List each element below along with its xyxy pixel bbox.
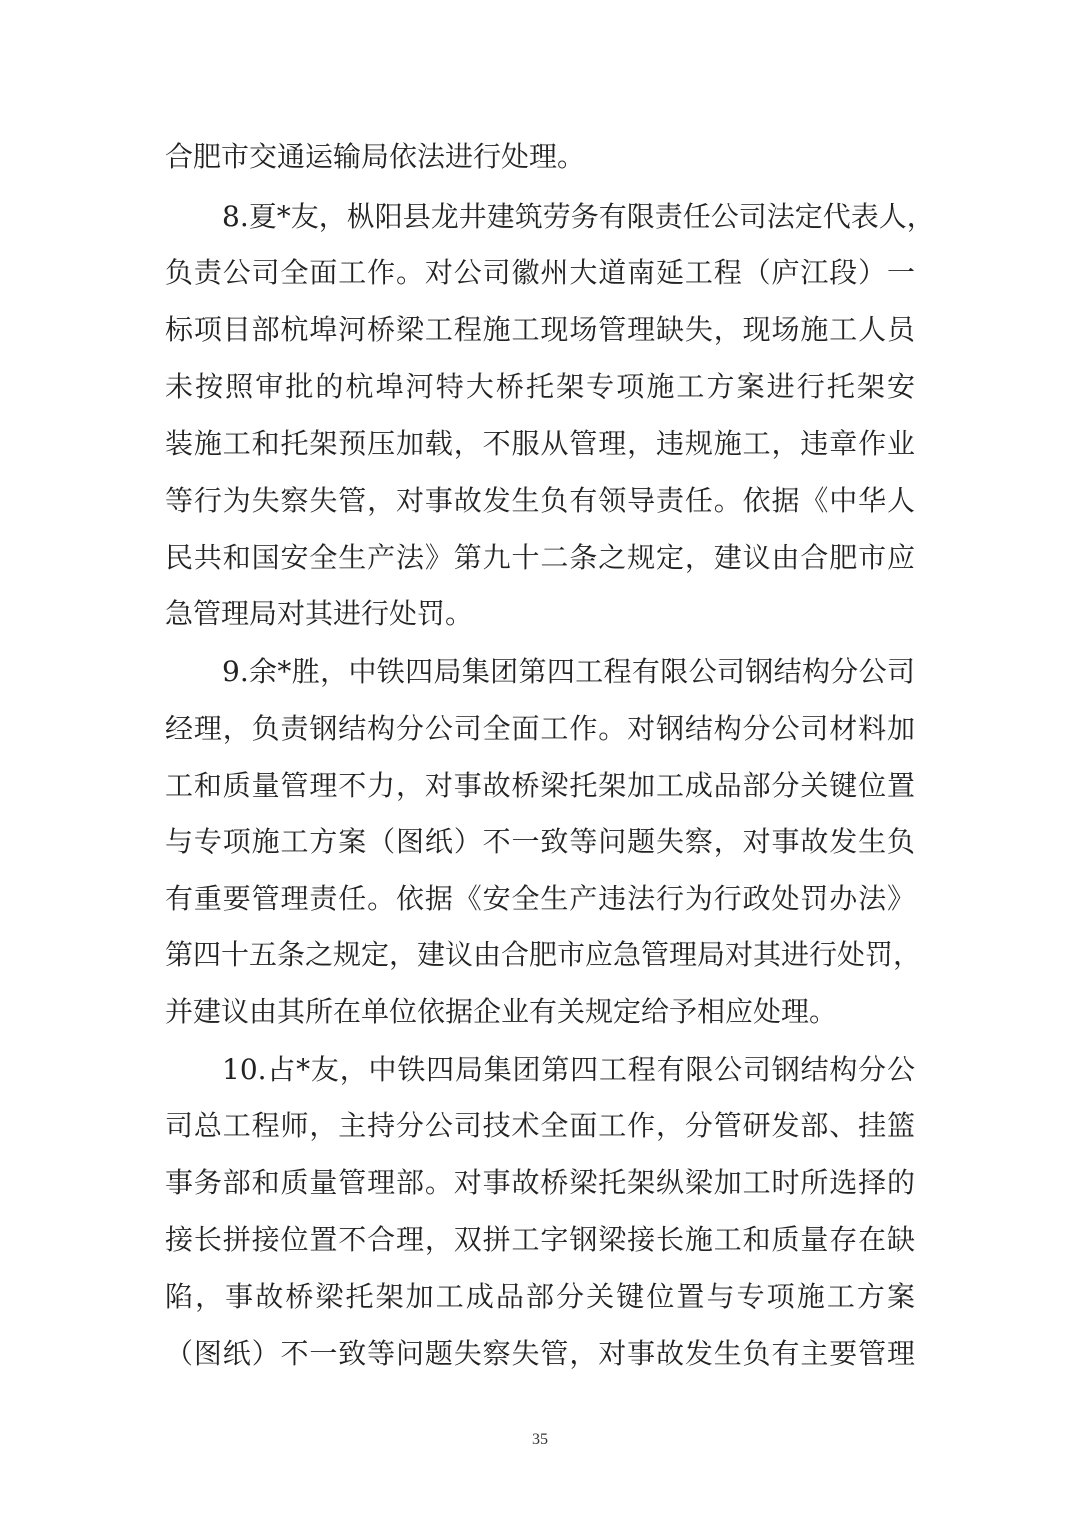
page-number: 35 [532, 1431, 548, 1448]
text-line: 民共和国安全生产法》第九十二条之规定，建议由合肥市应 [165, 541, 915, 574]
text-line: 装施工和托架预压加载，不服从管理，违规施工，违章作业 [165, 427, 915, 460]
text-line: 负责公司全面工作。对公司徽州大道南延工程（庐江段）一 [165, 256, 915, 289]
text-line: 第四十五条之规定，建议由合肥市应急管理局对其进行处罚， [165, 938, 922, 971]
text-line: 接长拼接位置不合理，双拼工字钢梁接长施工和质量存在缺 [165, 1223, 915, 1256]
text-line: 未按照审批的杭埠河特大桥托架专项施工方案进行托架安 [165, 370, 915, 403]
text-line: 等行为失察失管，对事故发生负有领导责任。依据《中华人 [165, 484, 915, 517]
text-line: 合肥市交通运输局依法进行处理。 [165, 140, 586, 173]
text-line: 事务部和质量管理部。对事故桥梁托架纵梁加工时所选择的 [165, 1166, 915, 1199]
text-line: （图纸）不一致等问题失察失管，对事故发生负有主要管理 [165, 1337, 915, 1370]
text-line: 有重要管理责任。依据《安全生产违法行为行政处罚办法》 [165, 882, 915, 915]
text-line: 8.夏*友，枞阳县龙井建筑劳务有限责任公司法定代表人， [222, 200, 935, 233]
text-line: 10.占*友，中铁四局集团第四工程有限公司钢结构分公 [222, 1053, 915, 1086]
text-line: 司总工程师，主持分公司技术全面工作，分管研发部、挂篮 [165, 1109, 915, 1142]
text-line: 并建议由其所在单位依据企业有关规定给予相应处理。 [165, 995, 838, 1028]
text-line: 9.余*胜，中铁四局集团第四工程有限公司钢结构分公司 [222, 655, 915, 688]
text-line: 经理，负责钢结构分公司全面工作。对钢结构分公司材料加 [165, 712, 915, 745]
text-line: 与专项施工方案（图纸）不一致等问题失察，对事故发生负 [165, 825, 915, 858]
text-line: 工和质量管理不力，对事故桥梁托架加工成品部分关键位置 [165, 769, 915, 802]
text-line: 急管理局对其进行处罚。 [165, 597, 474, 630]
text-line: 标项目部杭埠河桥梁工程施工现场管理缺失，现场施工人员 [165, 313, 915, 346]
text-line: 陷，事故桥梁托架加工成品部分关键位置与专项施工方案 [165, 1280, 915, 1313]
